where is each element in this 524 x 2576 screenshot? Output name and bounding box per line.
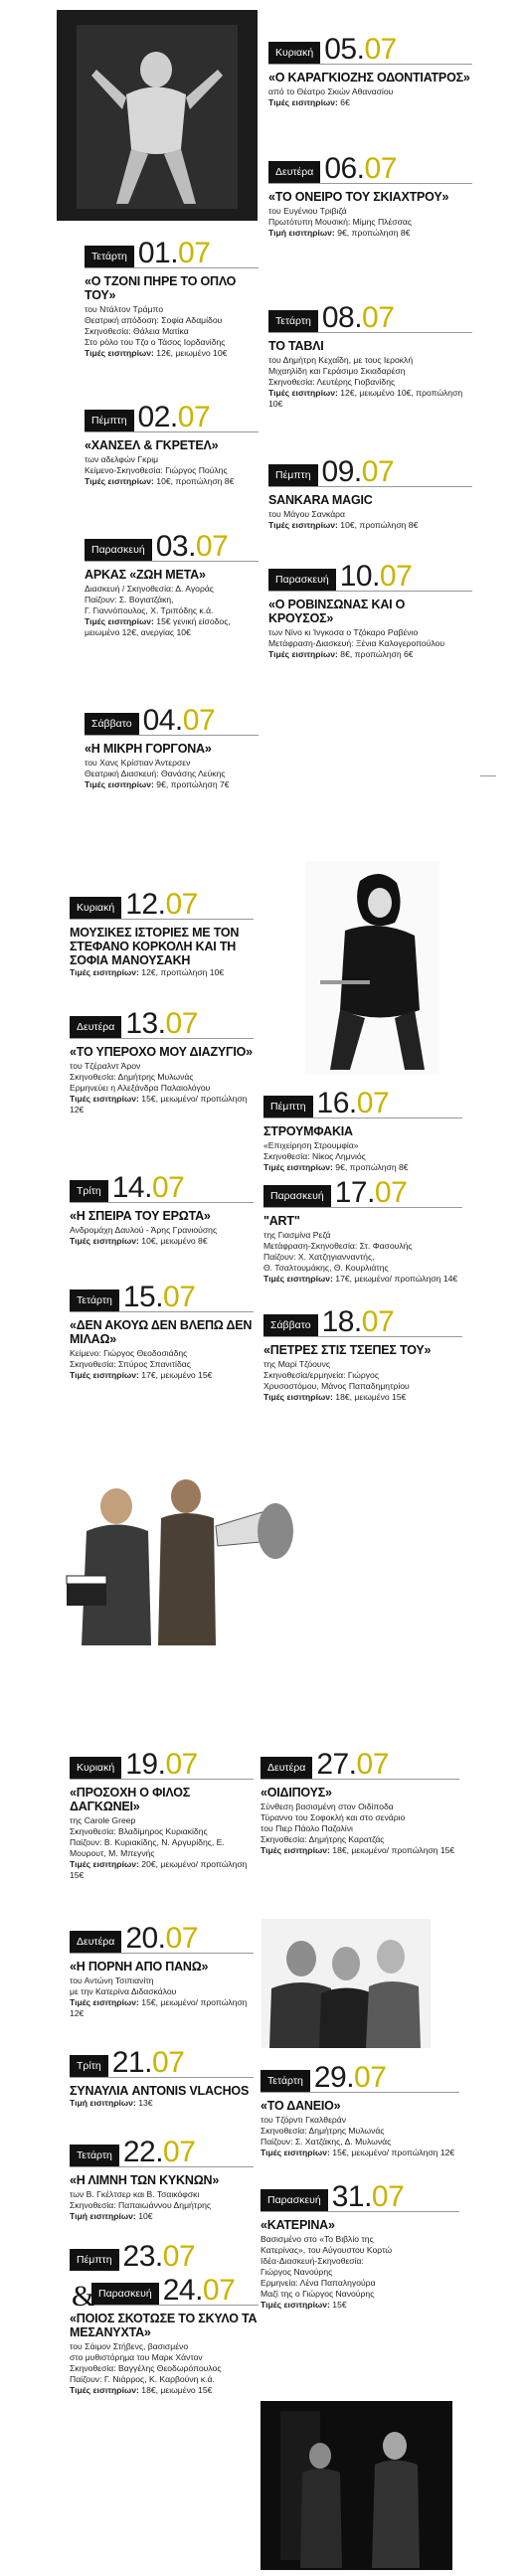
event-entry <box>263 1173 462 1285</box>
date-header <box>70 2133 254 2167</box>
event-price: Τιμή εισιτηρίων: 10€ <box>70 2211 153 2221</box>
day-label: Τετάρτη <box>268 310 318 332</box>
event-price: Τιμές εισιτηρίων: 10€, προπώληση 8€ <box>268 520 419 530</box>
event-details: «Επιχείρηση Στρουμφία» Σκηνοθεσία: Νίκος Λημνιός <box>263 1140 366 1161</box>
event-entry <box>70 885 254 978</box>
date-header <box>268 452 472 487</box>
event-details: των Β. Γκέλτσερ και Β. Τσαικόφσκι Σκηνοθεσία: Παπαιωάννου Δημήτρης <box>70 2189 212 2210</box>
event-details: του Ευγένιου Τριβιζά Πρωτότυπη Μουσική: Μίμης Πλέσσας <box>268 206 413 227</box>
day-label: Τρίτη <box>70 1180 108 1202</box>
event-title: «ΠΟΙΟΣ ΣΚΟΤΩΣΕ ΤΟ ΣΚΥΛΟ ΤΑ ΜΕΣΑΝΥΧΤΑ» <box>70 2312 258 2339</box>
event-entry <box>268 149 472 239</box>
date-number: 13.07 <box>125 1007 198 1040</box>
event-title: "ART" <box>263 1214 300 1228</box>
day-label: Πέμπτη <box>85 410 134 431</box>
event-price: Τιμές εισιτηρίων: 15€ γενική είσοδος, μειωμένο 12€, ανεργίας 10€ <box>85 616 231 637</box>
event-entry <box>268 557 472 660</box>
date-number: 03.07 <box>155 530 229 563</box>
event-title: «ΤΟ ΥΠΕΡΟΧΟ ΜΟΥ ΔΙΑΖΥΓΙΟ» <box>70 1045 253 1059</box>
date-header <box>70 2237 259 2271</box>
date-number: 12.07 <box>125 888 198 921</box>
event-details: Διασκευή / Σκηνοθεσία: Δ. Αγοράς Παίζουν: Σ. Βογιατζάκη, Γ. Γιαννόπουλος, Χ. Τριπόδης κ.ά. <box>85 584 214 615</box>
event-entry <box>70 2043 254 2109</box>
date-number: 24.07 <box>162 2274 236 2307</box>
date-number: 16.07 <box>316 1087 390 1119</box>
date-header <box>268 149 472 184</box>
date-number: 29.07 <box>313 2061 387 2094</box>
event-price: Τιμές εισιτηρίων: 9€, προπώληση 7€ <box>85 779 230 789</box>
event-entry <box>263 1084 462 1173</box>
photo-acrobat <box>57 10 258 221</box>
event-price: Τιμή εισιτηρίων: 13€ <box>70 2098 153 2108</box>
date-number: 10.07 <box>339 560 413 593</box>
event-details: των αδελφών Γκριμ Κείμενο-Σκηνοθεσία: Γιώργος Πούλης <box>85 454 228 475</box>
event-details: Κείμενο: Γιώργος Θεοδοσιάδης Σκηνοθεσία: Σπύρος Σπανιτίδας <box>70 1348 191 1369</box>
event-details: του Χανς Κρίστιαν Άντερσεν Θεατρική Διασκευή: Θανάσης Λεύκης <box>85 758 226 778</box>
event-title: «ΤΟ ΟΝΕΙΡΟ ΤΟΥ ΣΚΙΑΧΤΡΟΥ» <box>268 190 449 204</box>
date-header <box>268 557 472 592</box>
date-header <box>263 1302 462 1337</box>
event-title: «Ο ΡΟΒΙΝΣΩΝΑΣ ΚΑΙ Ο ΚΡΟΥΣΟΣ» <box>268 598 406 625</box>
event-price: Τιμές εισιτηρίων: 6€ <box>268 97 350 107</box>
event-entry <box>263 1302 462 1403</box>
day-label: Κυριακή <box>70 897 121 919</box>
date-header <box>263 1084 462 1118</box>
date-number: 19.07 <box>125 1748 198 1781</box>
event-details: του Μάγου Σανκάρα <box>268 509 346 519</box>
event-details: της Carole Greep Σκηνοθεσία: Βλαδίμηρος Κυριακίδης Παίζουν: Β. Κυριακίδης, Ν. Αργυρίδης, Ε. Μουρουτ, Μ. Μπεγνής <box>70 1815 225 1858</box>
event-title: ΣΤΡΟΥΜΦΑΚΙΑ <box>263 1124 353 1138</box>
event-entry <box>261 1745 459 1856</box>
event-details: Ανδρομάχη Δαυλού - Άρης Γρανιούσης <box>70 1225 218 1235</box>
event-entry <box>70 1919 254 2019</box>
date-number: 01.07 <box>137 237 211 269</box>
event-price: Τιμές εισιτηρίων: 15€, μειωμένο/ προπώληση 12€ <box>70 1094 248 1115</box>
date-header <box>261 2058 459 2093</box>
day-label: Τετάρτη <box>85 246 134 267</box>
day-label: Σάββατο <box>263 1314 318 1336</box>
date-number: 08.07 <box>321 301 395 334</box>
day-label: Σάββατο <box>85 713 139 735</box>
day-label: Τετάρτη <box>70 2145 119 2166</box>
event-entry <box>268 452 472 531</box>
photo-actors-camera <box>57 1457 305 1650</box>
event-entry <box>261 2177 459 2311</box>
event-details: του Δημήτρη Κεχαΐδη, με τους Ιεροκλή Μιχαηλίδη και Γεράσιμο Σκιαδαρέση Σκηνοθεσία: Λευτέρης Γιοβανίδης <box>268 355 414 387</box>
date-number: 21.07 <box>111 2046 185 2079</box>
day-label: Παρασκευή <box>263 1185 331 1207</box>
date-number: 23.07 <box>122 2240 196 2273</box>
date-number: 31.07 <box>331 2180 405 2213</box>
event-details: Σύνθεση βασισμένη στον Οιδίποδα Τύραννο του Σοφοκλή και στο σενάριο του Πιερ Πάολο Παζολίνι Σκηνοθεσία: Δημήτρης Καρατζάς <box>261 1802 406 1844</box>
event-price: Τιμές εισιτηρίων: 12€, μειωμένο 10€, προπώληση 10€ <box>268 388 463 409</box>
event-title: ΤΟ ΤΑΒΛΙ <box>268 339 324 353</box>
date-header <box>85 527 259 562</box>
event-title: «Ο ΚΑΡΑΓΚΙΟΖΗΣ ΟΔΟΝΤΙΑΤΡΟΣ» <box>268 71 470 85</box>
event-price: Τιμές εισιτηρίων: 10€, μειωμένο 8€ <box>70 1236 208 1246</box>
date-header <box>70 1919 254 1954</box>
event-entry <box>70 1278 254 1381</box>
day-label: Δευτέρα <box>70 1931 121 1953</box>
day-label: Τετάρτη <box>70 1289 119 1311</box>
event-title: «ΧΑΝΣΕΛ & ΓΚΡΕΤΕΛ» <box>85 438 219 452</box>
event-price: Τιμές εισιτηρίων: 17€, μειωμένο 15€ <box>70 1370 213 1380</box>
event-price: Τιμές εισιτηρίων: 9€, προπώληση 8€ <box>263 1162 409 1172</box>
day-label: Πέμπτη <box>268 464 318 486</box>
date-header <box>70 1004 254 1039</box>
event-price: Τιμές εισιτηρίων: 15€, μειωμένο/ προπώληση 12€ <box>261 2147 455 2157</box>
event-details: της Γιασμίνα Ρεζά Μετάφραση-Σκηνοθεσία: Στ. Φασουλής Παίζουν: Χ. Χατζηγιανναντής, Θ. Τσαλτουμάκης, Θ. Κουρλιάτης <box>263 1230 413 1273</box>
event-details: του Ντάλτον Τράμπο Θεατρική απόδοση: Σοφία Αδαμίδου Σκηνοθεσία: Θάλεια Ματίκα Στο ρόλο του Τζο ο Τάσος Ιορδανίδης <box>85 304 226 347</box>
date-number: 06.07 <box>324 152 397 185</box>
day-label: Παρασκευή <box>268 569 336 591</box>
event-title: «ΟΙΔΙΠΟΥΣ» <box>261 1786 332 1800</box>
event-details: της Μαρί Τζόουνς Σκηνοθεσία/ερμηνεία: Γιώργος Χρυσοστόμου, Μάνος Παπαδημητρίου <box>263 1359 410 1391</box>
event-price: Τιμές εισιτηρίων: 15€, μειωμένο/ προπώληση 12€ <box>70 1997 248 2018</box>
day-label: Τρίτη <box>70 2055 108 2077</box>
date-number: 05.07 <box>324 33 397 66</box>
event-entry-double-date <box>70 2237 259 2396</box>
event-title: ΑΡΚΑΣ «ΖΩΗ ΜΕΤΑ» <box>85 568 206 582</box>
day-label: Κυριακή <box>70 1757 121 1779</box>
event-entry <box>85 701 259 790</box>
event-details: των Νίνο κι Ίνγκοσα ο Τζόκαρο Ραβένιο Μετάφραση-Διασκευή: Ξένια Καλογεροπούλου <box>268 627 445 648</box>
event-title: «Η ΣΠΕΙΡΑ ΤΟΥ ΕΡΩΤΑ» <box>70 1209 211 1223</box>
date-header <box>268 298 472 333</box>
event-title: «ΔΕΝ ΑΚΟΥΩ ΔΕΝ ΒΛΕΠΩ ΔΕΝ ΜΙΛΑΩ» <box>70 1318 253 1346</box>
day-label: Δευτέρα <box>268 161 320 183</box>
event-title: «ΤΟ ΔΑΝΕΙΟ» <box>261 2099 341 2113</box>
event-entry <box>268 298 472 410</box>
event-price: Τιμές εισιτηρίων: 12€, προπώληση 10€ <box>70 967 225 977</box>
date-number: 02.07 <box>137 401 211 433</box>
day-label: Πέμπτη <box>70 2249 119 2271</box>
event-price: Τιμές εισιτηρίων: 18€, μειωμένο 15€ <box>70 2385 213 2395</box>
event-price: Τιμές εισιτηρίων: 20€, μειωμένο/ προπώληση 15€ <box>70 1859 248 1880</box>
date-header <box>70 1168 254 1203</box>
day-label: Παρασκευή <box>91 2283 159 2305</box>
day-label: Δευτέρα <box>261 1757 312 1779</box>
event-price: Τιμές εισιτηρίων: 15€ <box>261 2300 347 2310</box>
event-entry <box>268 30 472 108</box>
date-number: 18.07 <box>321 1305 395 1338</box>
page-divider <box>480 775 496 776</box>
event-entry <box>70 1168 254 1247</box>
event-title: ΜΟΥΣΙΚΕΣ ΙΣΤΟΡΙΕΣ ΜΕ ΤΟΝ ΣΤΕΦΑΝΟ ΚΟΡΚΟΛΗ ΚΑΙ ΤΗ ΣΟΦΙΑ ΜΑΝΟΥΣΑΚΗ <box>70 926 240 967</box>
event-details: του Αντώνη Τσιπιανίτη με την Κατερίνα Διδασκάλου <box>70 1975 177 1996</box>
event-price: Τιμή εισιτηρίων: 9€, προπώληση 8€ <box>268 228 411 238</box>
event-price: Τιμές εισιτηρίων: 17€, μειωμένο/ προπώληση 14€ <box>263 1274 458 1284</box>
photo-bearded-trio <box>262 1919 431 2048</box>
date-header <box>85 398 259 432</box>
event-details: από το Θέατρο Σκιών Αθανασίου <box>268 86 394 96</box>
event-details: Βασισμένο στο «Το Βιβλίο της Κατερίνας», του Αύγουστου Κορτώ Ιδέα-Διασκευή-Σκηνοθεσία: Γιώργος Νανούρης Ερμηνεία: Λένα Παπαληγούρα Μαζί της ο Γιώργος Νανούρης <box>261 2234 393 2299</box>
date-number: 14.07 <box>111 1171 185 1204</box>
date-number: 20.07 <box>125 1922 198 1955</box>
date-header <box>91 2271 259 2306</box>
event-title: «Ο ΤΖΟΝΙ ΠΗΡΕ ΤΟ ΟΠΛΟ ΤΟΥ» <box>85 274 237 302</box>
event-title: «ΠΕΤΡΕΣ ΣΤΙΣ ΤΣΕΠΕΣ ΤΟΥ» <box>263 1343 432 1357</box>
event-details: του Σάιμον Στήβενς, βασισμένο στο μυθιστόρημα του Μαρκ Χάντον Σκηνοθεσία: Βαγγέλης Θεοδωρόπουλος Παίζουν: Γ. Νιάρρος, Κ. Καρβούνη κ.ά. <box>70 2341 222 2384</box>
event-entry <box>85 527 259 638</box>
event-entry <box>70 1745 254 1881</box>
date-header <box>70 2043 254 2078</box>
event-title: «ΠΡΟΣΟΧΗ Ο ΦΙΛΟΣ ΔΑΓΚΩΝΕΙ» <box>70 1786 191 1813</box>
date-header <box>261 2177 459 2212</box>
date-number: 27.07 <box>316 1748 389 1781</box>
day-label: Δευτέρα <box>70 1016 121 1038</box>
day-label: Παρασκευή <box>85 539 152 561</box>
date-number: 22.07 <box>122 2136 196 2168</box>
event-details: του Τζέραλντ Άρον Σκηνοθεσία: Δημήτρης Μυλωνάς Ερμηνεύει η Αλεξάνδρα Παλαιολόγου <box>70 1061 211 1093</box>
ampersand-glyph: & <box>72 2280 95 2313</box>
day-label: Κυριακή <box>268 42 320 64</box>
date-header <box>268 30 472 65</box>
event-price: Τιμές εισιτηρίων: 12€, μειωμένο 10€ <box>85 348 228 358</box>
event-entry <box>85 234 259 359</box>
date-number: 04.07 <box>142 704 216 737</box>
day-label: Τετάρτη <box>261 2070 310 2092</box>
date-number: 15.07 <box>122 1281 196 1313</box>
photo-katerina <box>261 2401 452 2570</box>
event-title: «Η ΠΟΡΝΗ ΑΠΟ ΠΑΝΩ» <box>70 1960 209 1974</box>
date-header <box>70 885 254 920</box>
event-title: SANKARA MAGIC <box>268 493 373 507</box>
date-header <box>70 1278 254 1312</box>
event-title: «Η ΛΙΜΝΗ ΤΩΝ ΚΥΚΝΩΝ» <box>70 2173 220 2187</box>
date-number: 17.07 <box>334 1176 408 1209</box>
event-entry <box>70 1004 254 1116</box>
date-header <box>70 1745 254 1780</box>
date-header <box>85 234 259 268</box>
event-details: του Τζόρντι Γκαλθεράν Σκηνοθεσία: Δημήτρης Μυλωνάς Παίζουν: Σ. Χατζάκης, Δ. Μυλωνάς <box>261 2115 392 2147</box>
event-entry <box>70 2133 254 2222</box>
event-price: Τιμές εισιτηρίων: 10€, προπώληση 8€ <box>85 476 235 486</box>
date-header <box>261 1745 459 1780</box>
day-label: Πέμπτη <box>263 1096 313 1117</box>
event-title: «Η ΜΙΚΡΗ ΓΟΡΓΟΝΑ» <box>85 742 212 756</box>
event-title: «ΚΑΤΕΡΙΝΑ» <box>261 2218 335 2232</box>
event-title: ΣΥΝΑΥΛΙΑ ANTONIS VLACHOS <box>70 2084 250 2098</box>
date-header <box>263 1173 462 1208</box>
event-price: Τιμές εισιτηρίων: 8€, προπώληση 6€ <box>268 649 414 659</box>
day-label: Παρασκευή <box>261 2189 328 2211</box>
event-price: Τιμές εισιτηρίων: 18€, μειωμένο 15€ <box>263 1392 407 1402</box>
date-header <box>85 701 259 736</box>
event-price: Τιμές εισιτηρίων: 18€, μειωμένο/ προπώληση 15€ <box>261 1845 455 1855</box>
photo-singer <box>305 861 439 1075</box>
event-entry <box>261 2058 459 2158</box>
event-entry <box>85 398 259 487</box>
date-number: 09.07 <box>321 455 395 488</box>
